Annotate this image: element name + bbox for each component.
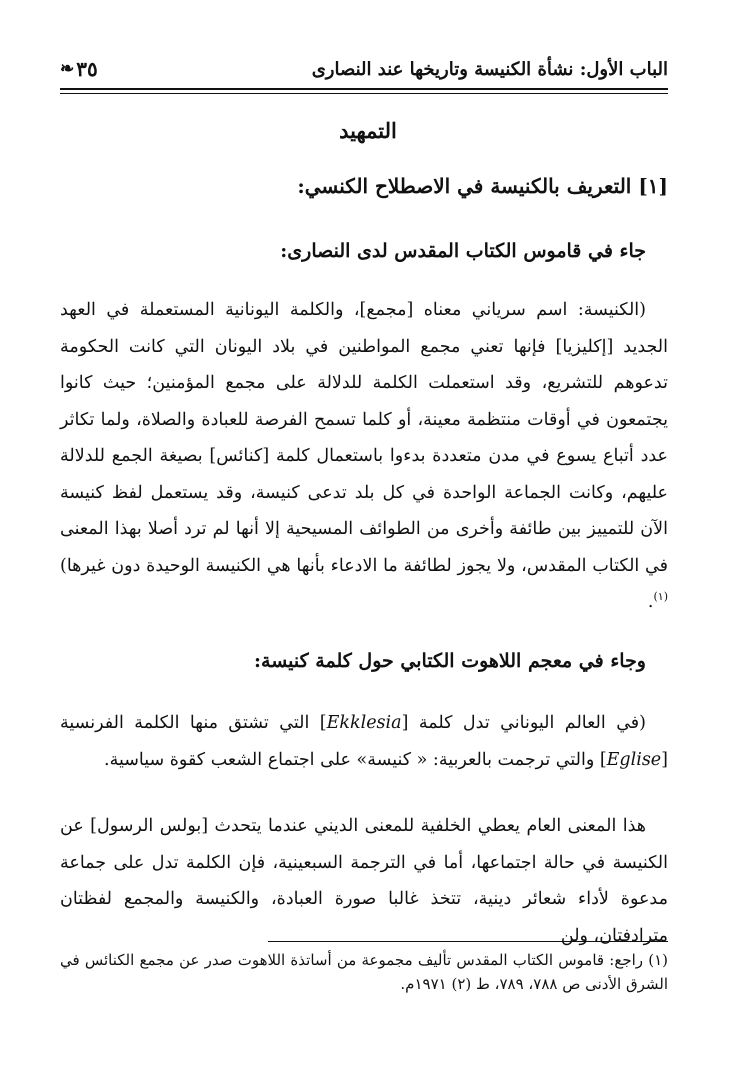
paragraph-general-meaning: هذا المعنى العام يعطي الخلفية للمعنى الديني عندما يتحدث [بولس الرسول] عن الكنيسة في حالة اجتماعها، أما في الترجمة السبعينية، فإن الكلمة تدل على جماعة مدعوة لأداء شعائر دينية، تتخذ غالبا صورة العبادة، والكنيسة والمجمع لفظتان مترادفتان، ولن xyxy=(60,816,668,946)
paragraph-greek-text-c: ] والتي ترجمت بالعربية: « كنيسة» على اجتماع الشعب كقوة سياسية. xyxy=(104,749,607,770)
heading-theology-lexicon: وجاء في معجم اللاهوت الكتابي حول كلمة كنيسة: xyxy=(254,650,646,672)
footnote-rule xyxy=(268,941,668,942)
heading-definition: [١] التعريف بالكنيسة في الاصطلاح الكنسي: xyxy=(297,174,668,198)
term-ekklesia: Ekklesia xyxy=(326,713,402,733)
section-title: التمهيد xyxy=(339,118,397,143)
footnote-marker[interactable]: (١) xyxy=(653,590,668,604)
paragraph-greek-term xyxy=(60,705,668,778)
term-eglise: Eglise xyxy=(606,749,662,770)
footnote: (١) راجع: قاموس الكتاب المقدس تأليف مجموعة من أساتذة اللاهوت صدر عن مجمع الكنائس في الشرق الأدنى ص ٧٨٨، ٧٨٩، ط (٢) ١٩٧١م. xyxy=(60,951,668,993)
header-rule-thin xyxy=(60,93,668,94)
page-number-value: ٣٥ xyxy=(76,57,98,81)
page-number xyxy=(60,57,98,81)
heading-dictionary: جاء في قاموس الكتاب المقدس لدى النصارى: xyxy=(280,240,646,262)
ornament-icon: ❧ xyxy=(60,59,75,79)
paragraph-definition xyxy=(60,292,668,621)
paragraph-greek-text-b: ] التي تشتق منها الكلمة الفرنسية [ xyxy=(60,713,668,770)
running-header xyxy=(60,52,668,86)
header-rule-thick xyxy=(60,88,668,90)
paragraph-definition-end: . xyxy=(647,592,654,612)
paragraph-definition-text: (الكنيسة: اسم سرياني معناه [مجمع]، والكلمة اليونانية المستعملة في العهد الجديد [إكليزيا] فإنها تعني مجمع المواطنين في بلاد اليونان التي كانت الحكومة تدعوهم للتشريع، وقد استعملت الكلمة للدلالة على مجمع المؤمنين؛ حيث كانوا يجتمعون في أوقات منتظمة معينة، أو كلما تسمح الفرصة للعبادة والصلاة، ولما تكاثر عدد أتباع يسوع في مدن متعددة بدءوا باستعمال كلمة [كنائس] بصيغة الجمع للدلالة عليهم، وكانت الجماعة الواحدة في كل بلد تدعى كنيسة، وقد يستعمل لفظ كنيسة الآن للتمييز بين طائفة وأخرى من الطوائف المسيحية إلا أنها لم ترد أصلا بهذا المعنى في الكتاب المقدس، ولا يجوز لطائفة ما الادعاء بأنها هي الكنيسة الوحيدة دون غيرها) xyxy=(60,300,668,576)
running-title: الباب الأول: نشأة الكنيسة وتاريخها عند النصارى xyxy=(311,58,668,80)
paragraph-greek-text-a: (في العالم اليوناني تدل كلمة [ xyxy=(401,713,646,733)
